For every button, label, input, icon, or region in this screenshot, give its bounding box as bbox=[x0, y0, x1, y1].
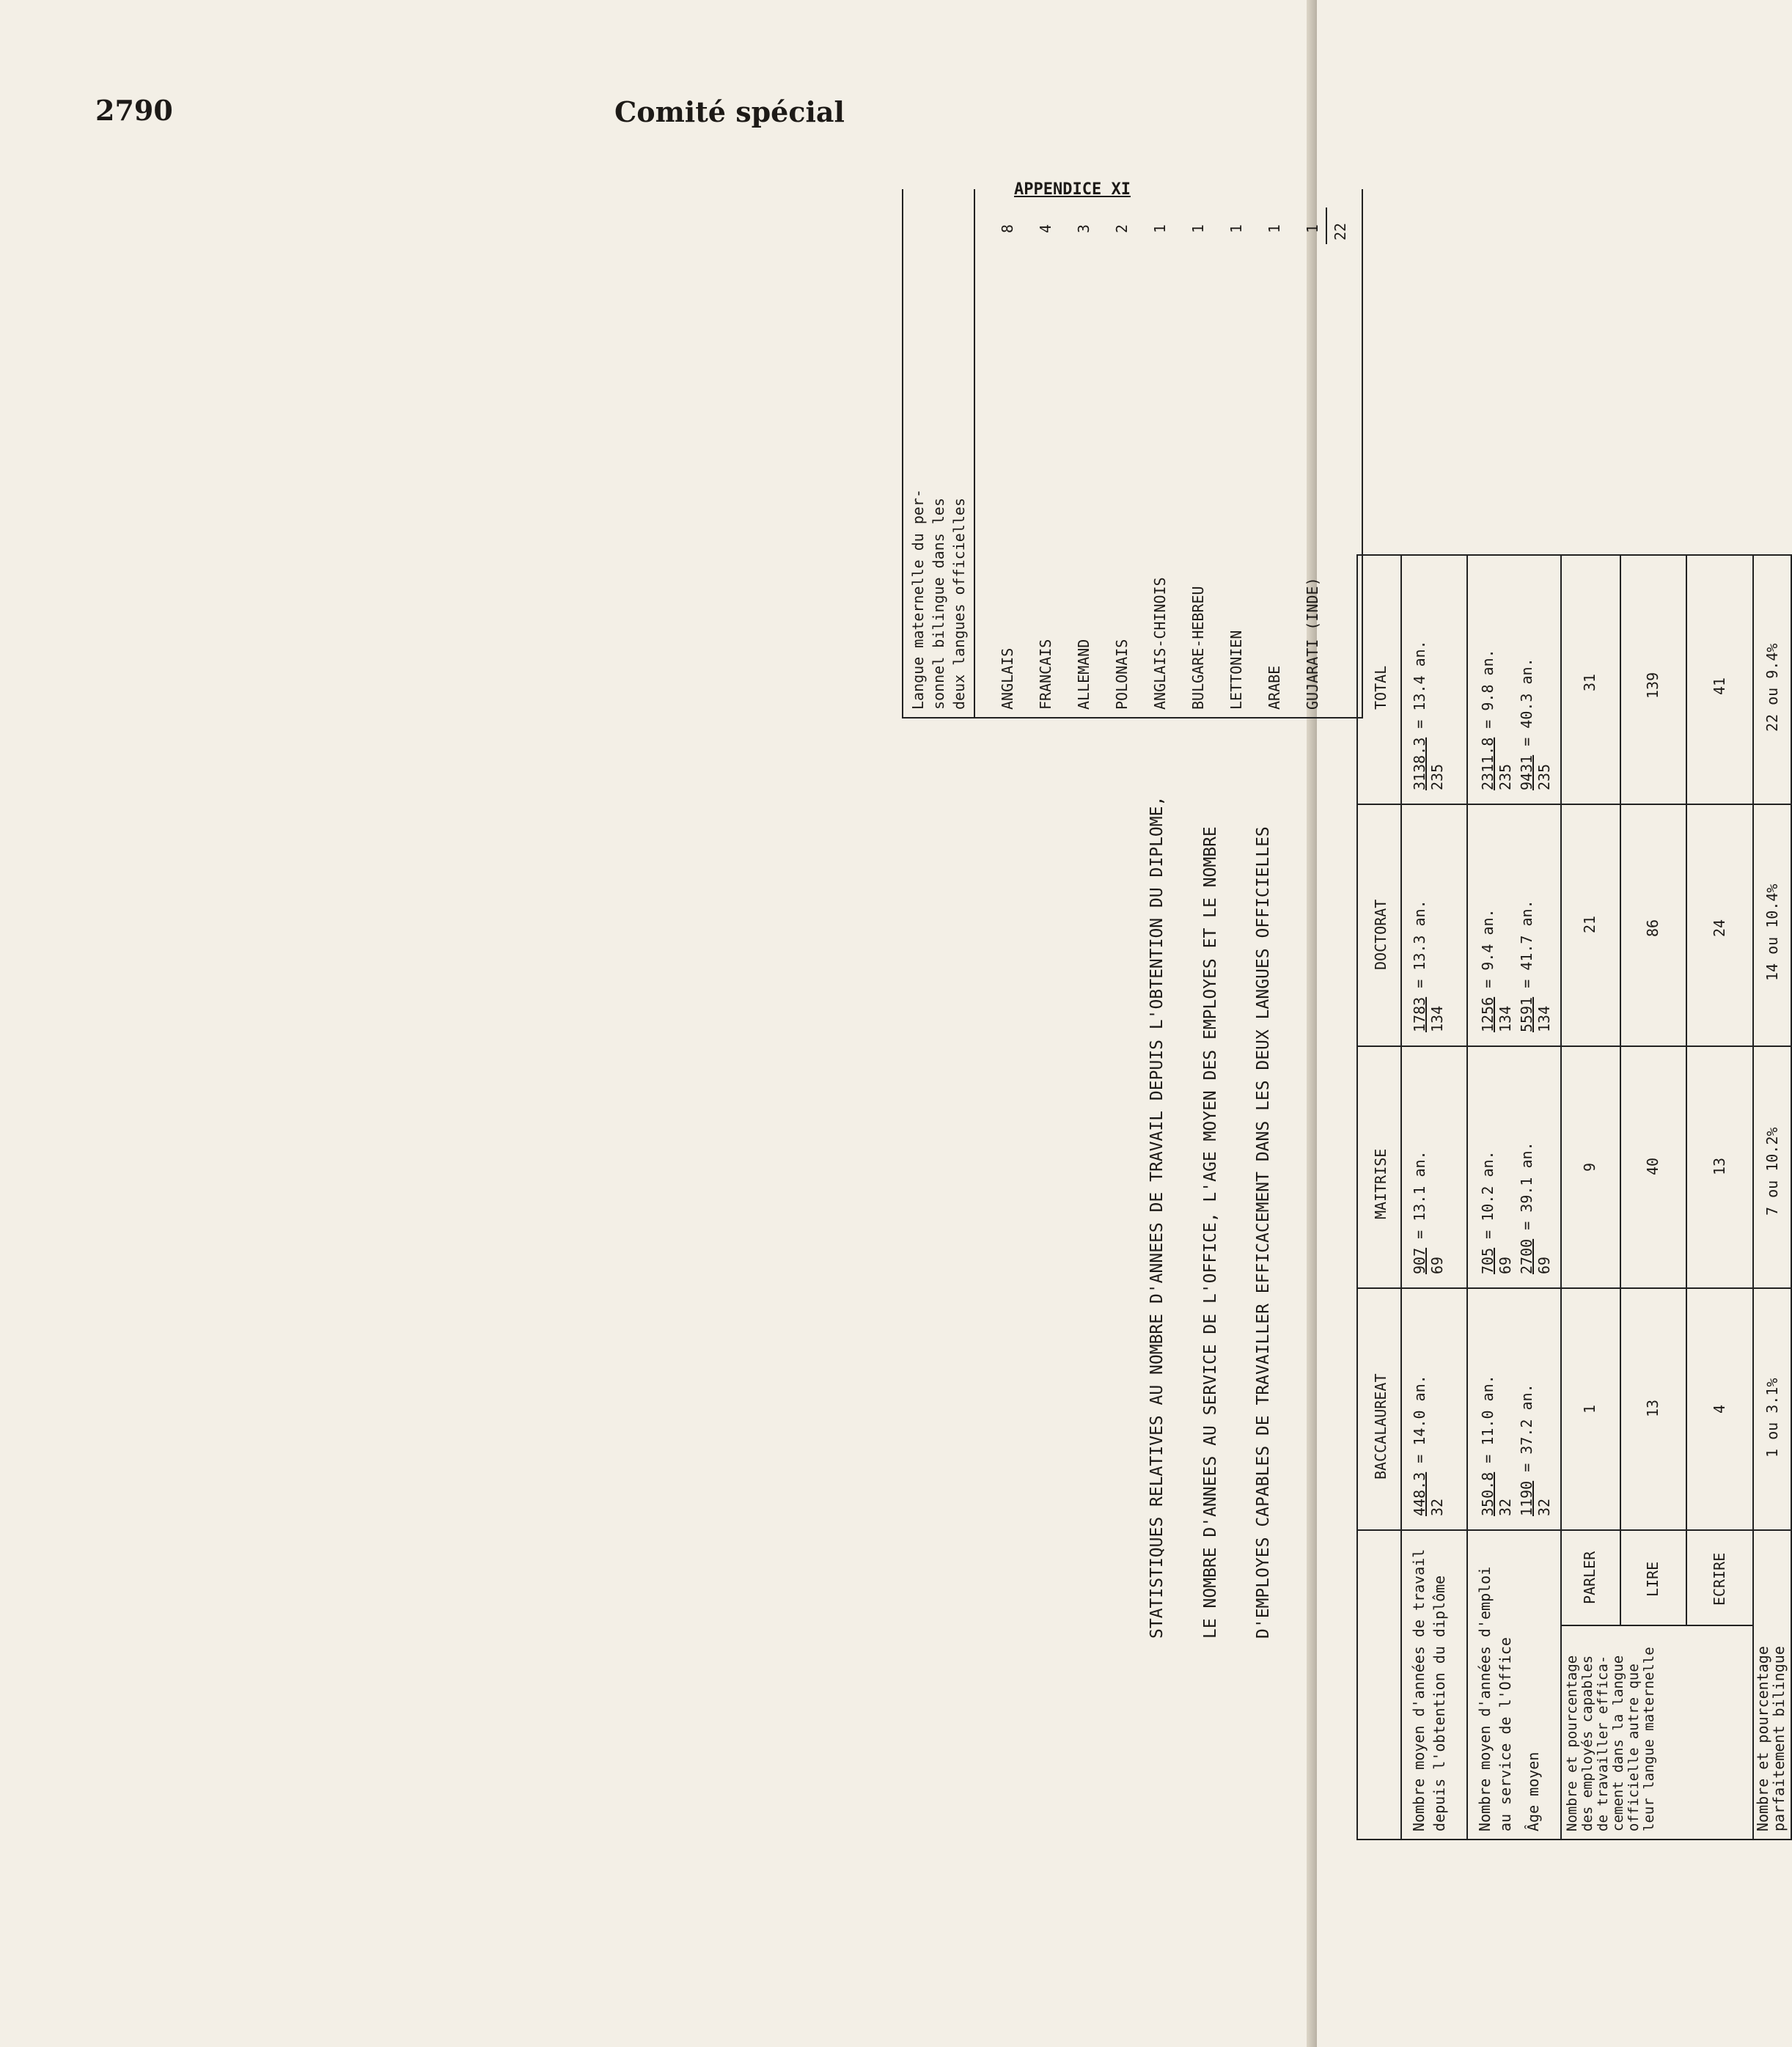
value-cell: 139 bbox=[1644, 672, 1661, 699]
col-rule-2 bbox=[1358, 1287, 1791, 1289]
fraction-cell bbox=[1411, 900, 1446, 1032]
result: = 9.4 an. bbox=[1479, 908, 1497, 988]
fraction-cell bbox=[1518, 900, 1553, 1032]
denominator: 32 bbox=[1497, 1498, 1514, 1516]
numerator: 448.3 bbox=[1411, 1471, 1428, 1516]
numerator: 2311.8 bbox=[1479, 737, 1497, 790]
lang-header-rule bbox=[974, 189, 975, 717]
lang-count: 8 bbox=[999, 224, 1016, 233]
denominator: 134 bbox=[1535, 1005, 1553, 1032]
fraction-cell bbox=[1411, 1375, 1446, 1516]
lang-count: 2 bbox=[1113, 224, 1131, 233]
denominator: 235 bbox=[1535, 763, 1553, 790]
numerator: 1783 bbox=[1411, 996, 1428, 1032]
result: = 11.0 an. bbox=[1479, 1375, 1497, 1463]
result: = 41.7 an. bbox=[1518, 900, 1535, 988]
result: = 13.3 an. bbox=[1411, 900, 1428, 988]
col-header-doctorat: DOCTORAT bbox=[1372, 899, 1389, 970]
value-cell: 40 bbox=[1644, 1157, 1661, 1175]
lang-name: ARABE bbox=[1266, 665, 1283, 710]
fraction-cell bbox=[1479, 908, 1514, 1032]
value-cell: 21 bbox=[1581, 915, 1598, 933]
total-rule bbox=[1326, 207, 1327, 244]
col-header-baccalaureat: BACCALAUREAT bbox=[1372, 1373, 1389, 1480]
denominator: 134 bbox=[1497, 1005, 1514, 1032]
numerator: 1190 bbox=[1518, 1480, 1535, 1516]
lang-name: BULGARE-HEBREU bbox=[1189, 586, 1207, 710]
fraction-cell bbox=[1518, 658, 1553, 790]
row-label-capable-1: Nombre et pourcentage bbox=[1564, 1655, 1580, 1831]
value-cell: 4 bbox=[1711, 1404, 1728, 1414]
col-header-total: TOTAL bbox=[1372, 665, 1389, 710]
title-line-1: STATISTIQUES RELATIVES AU NOMBRE D'ANNEES DE TRAVAIL DEPUIS L'OBTENTION DU DIPLOME, bbox=[1147, 795, 1167, 1639]
fraction-cell bbox=[1479, 1375, 1514, 1516]
value-cell: 86 bbox=[1644, 919, 1661, 937]
lang-count: 4 bbox=[1037, 224, 1054, 233]
fraction-cell bbox=[1411, 1150, 1446, 1274]
value-cell: 24 bbox=[1711, 919, 1728, 937]
numerator: 907 bbox=[1411, 1247, 1428, 1274]
denominator: 69 bbox=[1535, 1256, 1553, 1274]
denominator: 235 bbox=[1497, 763, 1514, 790]
denominator: 69 bbox=[1497, 1256, 1514, 1274]
value-cell: 1 bbox=[1581, 1404, 1598, 1414]
numerator: 3138.3 bbox=[1411, 737, 1428, 790]
lang-count: 1 bbox=[1304, 224, 1321, 233]
sub-label-rule bbox=[1560, 1625, 1752, 1626]
row-label-years-since-diploma-2: depuis l'obtention du diplôme bbox=[1431, 1575, 1448, 1831]
denominator: 134 bbox=[1428, 1005, 1446, 1032]
result: = 10.2 an. bbox=[1479, 1150, 1497, 1239]
row-label-years-since-diploma-1: Nombre moyen d'années de travail bbox=[1410, 1548, 1428, 1831]
sub-rule-2 bbox=[1686, 556, 1687, 1626]
fraction-cell bbox=[1411, 640, 1446, 790]
value-cell: 31 bbox=[1581, 673, 1598, 691]
lang-count: 1 bbox=[1227, 224, 1245, 233]
value-cell: 14 ou 10.4% bbox=[1763, 883, 1781, 981]
row-label-years-service-2: au service de l'Office bbox=[1497, 1637, 1514, 1831]
value-cell: 22 ou 9.4% bbox=[1763, 643, 1781, 732]
col-header-maitrise: MAITRISE bbox=[1372, 1148, 1389, 1219]
lang-count: 3 bbox=[1075, 224, 1093, 233]
sub-label-ecrire: ECRIRE bbox=[1711, 1552, 1728, 1606]
row-label-bilingual-2: parfaitement bilingue bbox=[1770, 1646, 1788, 1831]
lang-count: 1 bbox=[1151, 224, 1169, 233]
title-line-3: D'EMPLOYES CAPABLES DE TRAVAILLER EFFICACEMENT DANS LES DEUX LANGUES OFFICIELLES bbox=[1254, 826, 1273, 1639]
lang-count: 1 bbox=[1266, 224, 1283, 233]
row-label-bilingual-1: Nombre et pourcentage bbox=[1754, 1646, 1771, 1831]
mother-tongue-table bbox=[902, 189, 1363, 719]
value-cell: 9 bbox=[1581, 1162, 1598, 1172]
lang-name: ANGLAIS bbox=[999, 647, 1016, 710]
numerator: 9431 bbox=[1518, 754, 1535, 790]
row-label-capable-6: leur langue maternelle bbox=[1641, 1647, 1657, 1831]
lang-header-line-1: Langue maternelle du per- bbox=[909, 488, 927, 710]
denominator: 235 bbox=[1428, 763, 1446, 790]
lang-count: 1 bbox=[1189, 224, 1207, 233]
numerator: 5591 bbox=[1518, 996, 1535, 1032]
col-rule-1 bbox=[1358, 1529, 1791, 1531]
lang-name: GUJARATI (INDE) bbox=[1304, 577, 1321, 710]
row-rule-2 bbox=[1560, 556, 1562, 1839]
fraction-cell bbox=[1479, 649, 1514, 790]
lang-name: POLONAIS bbox=[1113, 639, 1131, 710]
result: = 13.4 an. bbox=[1411, 640, 1428, 729]
lang-name: ANGLAIS-CHINOIS bbox=[1151, 577, 1169, 710]
denominator: 32 bbox=[1535, 1498, 1553, 1516]
numerator: 1256 bbox=[1479, 996, 1497, 1032]
result: = 39.1 an. bbox=[1518, 1142, 1535, 1230]
row-label-capable-3: de travailler effica- bbox=[1595, 1655, 1611, 1831]
fraction-cell bbox=[1479, 1150, 1514, 1274]
result: = 9.8 an. bbox=[1479, 649, 1497, 729]
numerator: 705 bbox=[1479, 1247, 1497, 1274]
sub-label-parler: PARLER bbox=[1581, 1551, 1598, 1604]
value-cell: 41 bbox=[1711, 677, 1728, 695]
running-head-title: Comité spécial bbox=[614, 95, 845, 128]
lang-header-line-3: deux langues officielles bbox=[950, 498, 968, 710]
result: = 13.1 an. bbox=[1411, 1150, 1428, 1239]
header-rule bbox=[1400, 556, 1402, 1839]
appendix-label: APPENDICE XI bbox=[1014, 180, 1131, 199]
sub-label-lire: LIRE bbox=[1644, 1561, 1661, 1597]
col-rule-3 bbox=[1358, 1045, 1791, 1047]
page-number: 2790 bbox=[95, 94, 173, 127]
lang-name: LETTONIEN bbox=[1227, 630, 1245, 710]
lang-name: ALLEMAND bbox=[1075, 639, 1093, 710]
row-label-capable-5: officielle autre que bbox=[1626, 1664, 1642, 1831]
lang-header-line-2: sonnel bilingue dans les bbox=[930, 498, 947, 710]
row-rule-1 bbox=[1466, 556, 1468, 1839]
denominator: 69 bbox=[1428, 1256, 1446, 1274]
fraction-cell bbox=[1518, 1142, 1553, 1274]
col-rule-4 bbox=[1358, 804, 1791, 805]
numerator: 350.8 bbox=[1479, 1471, 1497, 1516]
fraction-cell bbox=[1518, 1383, 1553, 1516]
lang-name: FRANCAIS bbox=[1037, 639, 1054, 710]
value-cell: 13 bbox=[1711, 1157, 1728, 1175]
numerator: 2700 bbox=[1518, 1238, 1535, 1274]
value-cell: 7 ou 10.2% bbox=[1763, 1127, 1781, 1216]
title-line-2: LE NOMBRE D'ANNEES AU SERVICE DE L'OFFICE, L'AGE MOYEN DES EMPLOYES ET LE NOMBRE bbox=[1201, 826, 1220, 1639]
lang-total: 22 bbox=[1332, 222, 1349, 240]
statistics-table bbox=[1356, 554, 1792, 1840]
row-label-age: Âge moyen bbox=[1524, 1752, 1542, 1831]
row-label-capable-2: des employés capables bbox=[1579, 1655, 1595, 1831]
result: = 37.2 an. bbox=[1518, 1383, 1535, 1472]
value-cell: 1 ou 3.1% bbox=[1763, 1378, 1781, 1458]
result: = 14.0 an. bbox=[1411, 1375, 1428, 1463]
result: = 40.3 an. bbox=[1518, 658, 1535, 746]
denominator: 32 bbox=[1428, 1498, 1446, 1516]
row-label-capable-4: cement dans la langue bbox=[1610, 1655, 1626, 1831]
rotated-table-area bbox=[902, 191, 1788, 1840]
value-cell: 13 bbox=[1644, 1399, 1661, 1417]
row-label-years-service-1: Nombre moyen d'années d'emploi bbox=[1476, 1566, 1494, 1831]
sub-rule-1 bbox=[1620, 556, 1621, 1626]
